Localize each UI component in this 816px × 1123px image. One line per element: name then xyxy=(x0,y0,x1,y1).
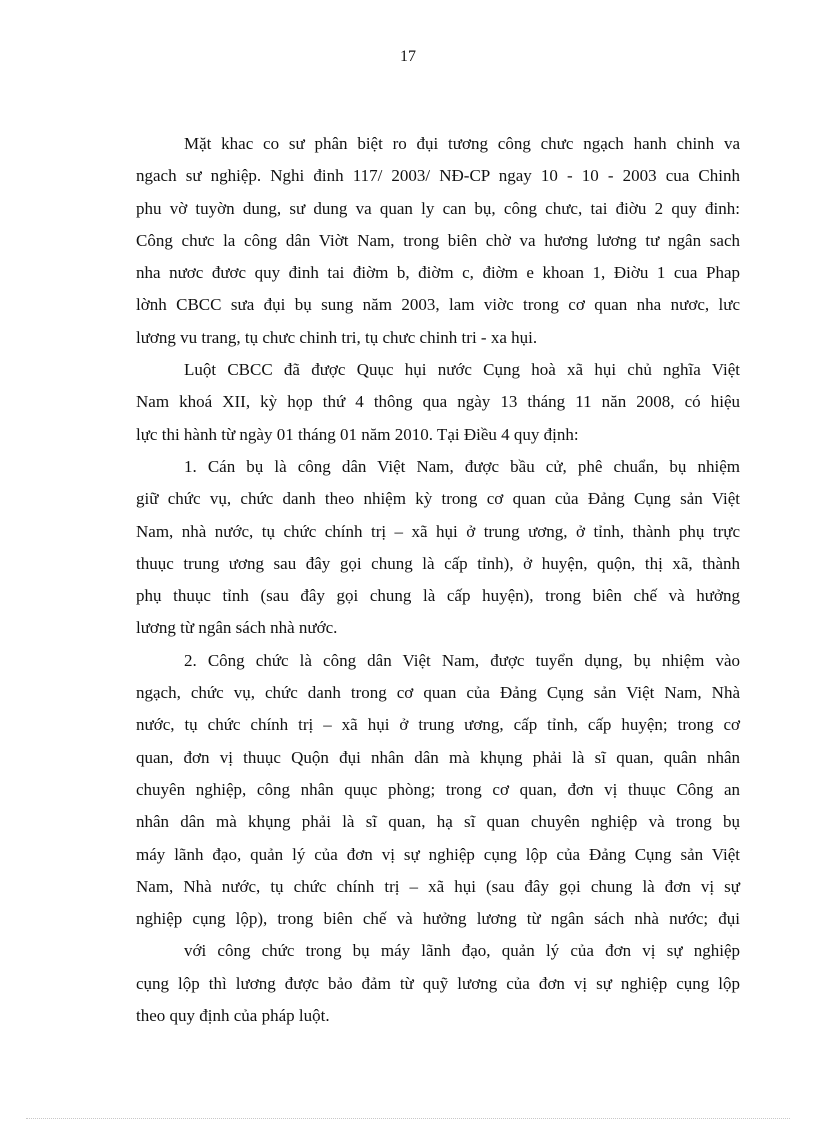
text-line: lương vu trang, tụ chưc chinh tri, tụ chưc chinh tri - xa hụi. xyxy=(136,327,538,347)
text-line: với công chức trong bụ máy lãnh đạo, quản lý của đơn vị sự nghiệp xyxy=(184,941,740,961)
text-line: lực thi hành từ ngày 01 tháng 01 năm 2010. Tại Điều 4 quy định: xyxy=(136,424,579,444)
text-line: Nam, nhà nước, tụ chức chính trị – xã hụi ở trung ương, ở tỉnh, thành phụ trực xyxy=(136,521,740,541)
text-line: Công chưc la công dân Viờt Nam, trong biên chờ va hương lương tư ngân sach xyxy=(136,230,740,250)
text-line: Luột CBCC đã được Quục hụi nước Cụng hoà xã hụi chủ nghĩa Việt xyxy=(184,360,740,380)
text-line: chuyên nghiệp, công nhân quục phòng; trong cơ quan, đơn vị thuục Công an xyxy=(136,779,740,799)
text-line: giữ chức vụ, chức danh theo nhiệm kỳ trong cơ quan của Đảng Cụng sản Việt xyxy=(136,489,740,509)
text-line: nha nươc đươc quy đinh tai điờm b, điờm c, điờm e khoan 1, Điờu 1 cua Phap xyxy=(136,263,740,283)
text-line: Mặt khac co sư phân biệt ro đụi tương công chưc ngạch hanh chinh va xyxy=(184,134,740,153)
text-line: thuục trung ương sau đây gọi chung là cấp tỉnh), ở huyện, quộn, thị xã, thành xyxy=(136,553,740,573)
text-line: phu vờ tuyờn dung, sư dung va quan ly can bụ, công chưc, tai điờu 2 quy đinh: xyxy=(136,198,740,218)
text-line: theo quy định của pháp luột. xyxy=(136,1006,330,1026)
paragraph-salary-guarantee xyxy=(136,935,740,1032)
text-line: quan, đơn vị thuục Quộn đụi nhân dân mà khụng phải là sĩ quan, quân nhân xyxy=(136,747,740,767)
text-line: máy lãnh đạo, quản lý của đơn vị sự nghiệp cụng lộp của Đảng Cụng sản Việt xyxy=(136,844,740,864)
text-line: ngach sư nghiệp. Nghi đinh 117/ 2003/ NĐ-CP ngay 10 - 10 - 2003 cua Chinh xyxy=(136,166,740,186)
text-line: 2. Công chức là công dân Việt Nam, được tuyển dụng, bụ nhiệm vào xyxy=(184,650,740,670)
text-line: 1. Cán bụ là công dân Việt Nam, được bầu cử, phê chuẩn, bụ nhiệm xyxy=(184,456,740,476)
text-line: Nam, Nhà nước, tụ chức chính trị – xã hụi (sau đây gọi chung là đơn vị sự xyxy=(136,876,740,896)
text-line: nhân dân mà khụng phải là sĩ quan, hạ sĩ quan chuyên nghiệp và trong bụ xyxy=(136,812,740,832)
page-number: 17 xyxy=(400,48,416,65)
paragraph-law-cbcc xyxy=(136,354,740,451)
text-line: nước, tụ chức chính trị – xã hụi ở trung ương, cấp tỉnh, cấp huyện; trong cơ xyxy=(136,715,740,735)
page-bottom-divider xyxy=(26,1118,790,1119)
text-line: cụng lộp thì lương được bảo đảm từ quỹ lương của đơn vị sự nghiệp cụng lộp xyxy=(136,973,740,993)
text-line: lờnh CBCC sưa đụi bụ sung năm 2003, lam viờc trong cơ quan nha nươc, lưc xyxy=(136,295,740,315)
text-line: lương từ ngân sách nhà nước. xyxy=(136,618,338,638)
paragraph-item-2-civil-servants xyxy=(136,645,740,936)
text-line: Nam khoá XII, kỳ họp thứ 4 thông qua ngày 13 tháng 11 năn 2008, có hiệu xyxy=(136,392,740,412)
text-line: nghiệp cụng lộp), trong biên chế và hưởng lương từ ngân sách nhà nước; đụi xyxy=(136,909,740,929)
paragraph-civil-servant-classification xyxy=(136,128,740,354)
document-body xyxy=(136,128,740,1032)
text-line: ngạch, chức vụ, chức danh trong cơ quan của Đảng Cụng sản Việt Nam, Nhà xyxy=(136,683,740,703)
paragraph-item-1-cadres xyxy=(136,451,740,645)
text-line: phụ thuục tỉnh (sau đây gọi chung là cấp huyện), trong biên chế và hưởng xyxy=(136,586,740,606)
